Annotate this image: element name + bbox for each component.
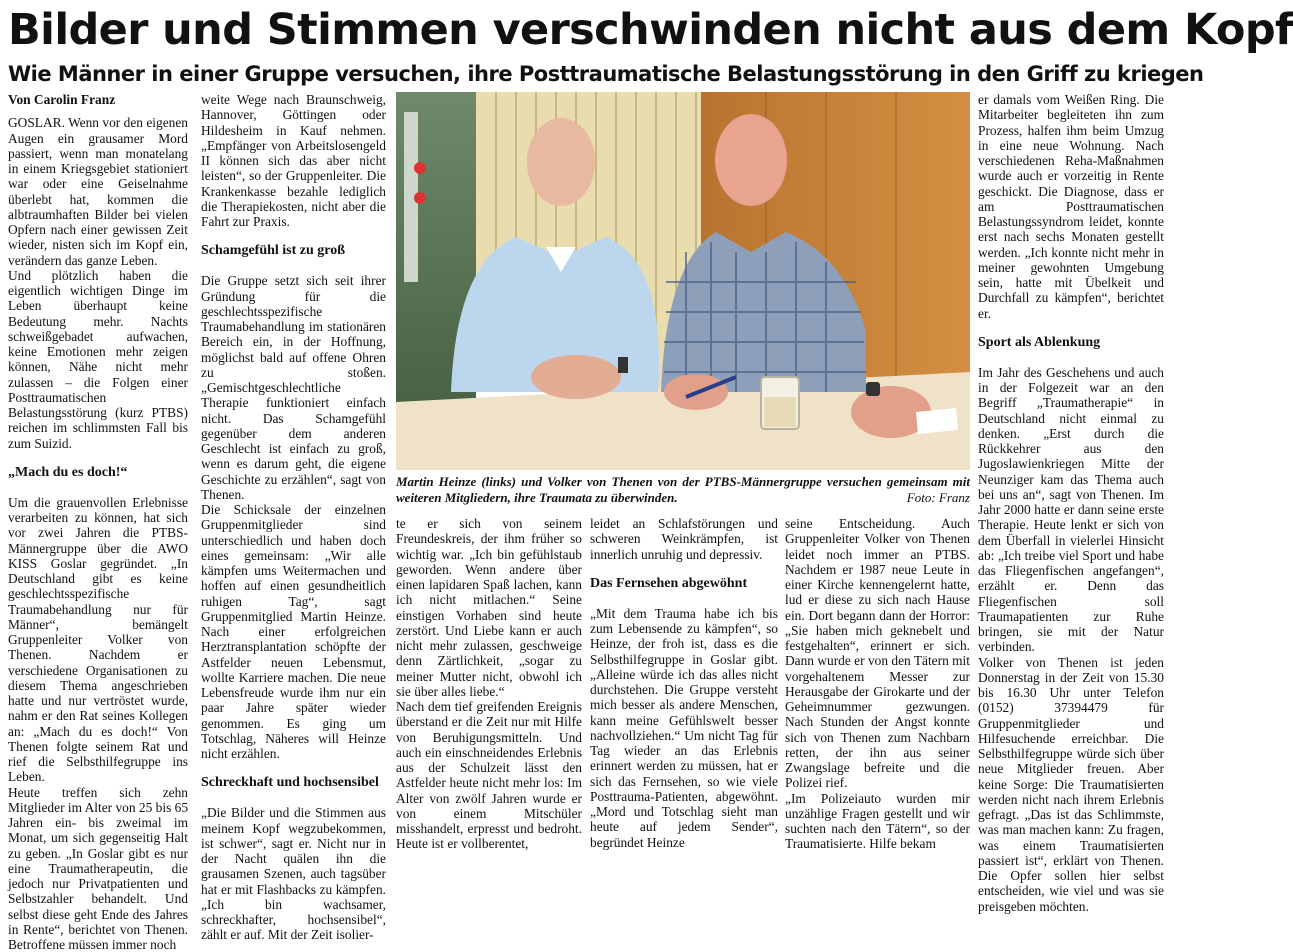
column-6	[978, 92, 1164, 836]
paragraph: leidet an Schlafstörungen und schweren Weinkrämpfen, ist innerlich unruhig und depressiv.	[590, 516, 778, 562]
photo-caption	[396, 474, 970, 506]
paragraph: „Mit dem Trauma habe ich bis zum Lebensende zu kämpfen“, so Heinze, der froh ist, dass es die Selbsthilfegruppe in Goslar gibt. „Alleine würde ich das alles nicht durchstehen. Die Gruppe versteht mich besser als andere Menschen, kann meine Gefühlswelt besser nachvollziehen.“ Um nicht Tag für Tag wieder an das Erlebnis erinnert werden zu müssen, hat er sich das Fernsehen, so wie viele Posttrauma-Patienten, abgewöhnt. „Mord und Totschlag sieht man heute auf jedem Sender“, begründet Heinze	[590, 606, 778, 850]
column-4	[590, 516, 778, 836]
paragraph: weite Wege nach Braunschweig, Hannover, Göttingen oder Hildesheim in Kauf nehmen. „Empfänger von Arbeitslosengeld II können sich das aber nicht leisten“, so der Gruppenleiter. Die Krankenkasse bezahle lediglich die Therapiekosten, nicht aber die Fahrt zur Praxis.	[201, 92, 386, 229]
section-heading: Das Fernsehen abgewöhnt	[590, 576, 778, 592]
section-heading: „Mach du es doch!“	[8, 465, 188, 481]
paragraph: Im Jahr des Geschehens und auch in der Folgezeit war an den Begriff „Traumatherapie“ in Deutschland nicht einmal zu denken. „Erst durch die Rückkehrer aus den Jugoslawienkriegen Mitte der Neunziger kam das Thema auch bei uns an“, sagt von Thenen. Im Jahr 2000 hatte er dann seine erste Therapie. Heute lenkt er sich von dem Überfall in vielerlei Hinsicht ab: „Ich treibe viel Sport und habe das Fliegenfischen angefangen“, erzählt er. Denn das Fliegenfischen soll Traumapatienten zur Ruhe bringen, sie mit der Natur verbinden.	[978, 365, 1164, 655]
section-heading: Schamgefühl ist zu groß	[201, 243, 386, 259]
paragraph: seine Entscheidung. Auch Gruppenleiter Volker von Thenen leidet noch immer an PTBS. Nachdem er 1987 neue Leute in einer Kirche kennengelernt hatte, lud er diese zu sich nach Hause ein. Dort begann dann der Horror: „Sie haben mich geknebelt und festgehalten“, erinnert er sich. Dann wurde er von den Tätern mit vorgehaltenem Messer zur Herausgabe der Girokarte und der Geheimnummer gezwungen. Nach Stunden der Angst konnte sich von Thenen zum Nachbarn retten, der ihn aus seiner Zwangslage befreite und die Polizei rief.	[785, 516, 970, 791]
column-1	[8, 92, 188, 832]
headline: Bilder und Stimmen verschwinden nicht aus dem Kopf	[8, 4, 1168, 56]
paragraph: Und plötzlich haben die eigentlich wichtigen Dinge im Leben überhaupt keine Bedeutung mehr. Nachts schweißgebadet aufwachen, keine Emotionen mehr zeigen können, Nähe nicht mehr zulassen – die Folgen einer Posttraumatischen Belastungsstörung (kurz PTBS) reichen im schlimmsten Fall bis zum Suizid.	[8, 268, 188, 451]
byline: Von Carolin Franz	[8, 92, 188, 107]
paragraph: er damals vom Weißen Ring. Die Mitarbeiter begleiteten ihn zum Prozess, halfen ihm beim Umzug in eine neue Wohnung. Nach verschiedenen Reha-Maßnahmen wurde auch er vorzeitig in Rente geschickt. Die Diagnose, dass er am Posttraumatischen Belastungssyndrom leidet, konnte erst nach sechs Monaten gestellt werden. „Ich konnte nicht mehr in meiner gewohnten Umgebung sein, hatte mit Übelkeit und Durchfall zu kämpfen“, berichtet er.	[978, 92, 1164, 321]
paragraph: te er sich von seinem Freundeskreis, der ihm früher so wichtig war. „Ich bin gefühlstaub geworden. Wenn andere über einen lapidaren Spaß lachen, kann ich nicht mitlachen.“ Seine einstigen Vorhaben sind heute zerstört. Und Liebe kann er auch nicht mehr zulassen, geschweige denn Zärtlichkeit, „sogar zu meiner Mutter nicht, obwohl ich sie über alles liebe.“	[396, 516, 582, 699]
column-2	[201, 92, 386, 832]
paragraph: „Die Bilder und die Stimmen aus meinem Kopf wegzubekommen, ist schwer“, sagt er. Nicht nur in der Nacht quälen ihn die grausamen Szenen, auch tagsüber hat er mit Flashbacks zu kämpfen. „Ich bin wachsamer, schreckhafter, hochsensibel“, zählt er auf. Mit der Zeit isolier-	[201, 805, 386, 942]
caption-text: Martin Heinze (links) und Volker von Thenen von der PTBS-Männergruppe versuchen gemeinsam mit weiteren Mitgliedern, ihre Traumata zu überwinden.	[396, 474, 970, 505]
column-5	[785, 516, 970, 836]
article-photo	[396, 92, 970, 470]
section-heading: Sport als Ablenkung	[978, 335, 1164, 351]
paragraph: Die Schicksale der einzelnen Gruppenmitglieder sind unterschiedlich und haben doch eines gemeinsam: „Wir alle kämpfen ums Weitermachen und hoffen auf einen gesundheitlich ruhigen Tag“, sagt Gruppenmitglied Martin Heinze. Nach einer erfolgreichen Herztransplantation schöpfte der Astfelder neuen Lebensmut, wollte Karriere machen. Die neue Lebensfreude wurde ihm nur ein paar Jahre später wieder genommen. Es ging um Totschlag, Näheres will Heinze nicht erzählen.	[201, 502, 386, 761]
paragraph: Nach dem tief greifenden Ereignis überstand er die Zeit nur mit Hilfe von Beruhigungsmitteln. Und auch ein einschneidendes Erlebnis aus der Schulzeit lässt den Astfelder heute nicht mehr los: Im Alter von zwölf Jahren wurde er von einem Mitschüler misshandelt, erpresst und bedroht. Heute ist er vollberentet,	[396, 699, 582, 852]
paragraph: Die Gruppe setzt sich seit ihrer Gründung für die geschlechtsspezifische Traumabehandlung im stationären Bereich ein, in der Hoffnung, möglichst bald auf offene Ohren zu stoßen. „Gemischtgeschlechtliche Therapie funktioniert einfach nicht. Das Schamgefühl gegenüber dem anderen Geschlecht ist einfach zu groß, wenn es darum geht, die eigene Geschichte zu erzählen“, sagt von Thenen.	[201, 273, 386, 502]
photo-credit: Foto: Franz	[907, 490, 970, 506]
subheadline: Wie Männer in einer Gruppe versuchen, ihre Posttraumatische Belastungsstörung in den Griff zu kriegen	[8, 60, 1168, 88]
paragraph: Heute treffen sich zehn Mitglieder im Alter von 25 bis 65 Jahren ein- bis zweimal im Monat, um sich gegenseitig Halt zu geben. „In Goslar gibt es nur eine Traumatherapeutin, die jedoch nur Privatpatienten und Selbstzahler behandelt. Und selbst diese geht Ende des Jahres in Rente“, berichtet von Thenen. Betroffene müssen immer noch	[8, 785, 188, 952]
section-heading: Schreckhaft und hochsensibel	[201, 775, 386, 791]
paragraph: „Im Polizeiauto wurden mir unzählige Fragen gestellt und wir suchten nach den Tätern“, so der Traumatisierte. Hilfe bekam	[785, 791, 970, 852]
paragraph: Um die grauenvollen Erlebnisse verarbeiten zu können, hat sich vor zwei Jahren die PTBS-Männergruppe über die AWO KISS Goslar gegründet. „In Deutschland gibt es keine geschlechtsspezifische Traumabehandlung nur für Männer“, bemängelt Gruppenleiter Volker von Thenen. Nachdem er verschiedene Organisationen zu diesem Thema angeschrieben hatte und nur vertröstet wurde, nahm er den Rat seines Kollegen an: „Mach du es doch!“ Von Thenen folgte seinem Rat und rief die Selbsthilfegruppe ins Leben.	[8, 495, 188, 785]
photo-illustration	[396, 92, 970, 470]
paragraph: Volker von Thenen ist jeden Donnerstag in der Zeit von 15.30 bis 16.30 Uhr unter Telefon (0152) 37394479 für Gruppenmitglieder und Hilfesuchende erreichbar. Die Selbsthilfegruppe würde sich über neue Mitglieder freuen. Aber keine Sorge: Die Traumatisierten werden nicht nach ihrem Erlebnis gefragt. „Das ist das Schlimmste, was man machen kann: Zu fragen, was einem Traumatisierten passiert ist“, erklärt von Thenen. Die Opfer sollen hier selbst entscheiden, wie viel und was sie preisgeben möchten.	[978, 655, 1164, 914]
column-3	[396, 516, 582, 836]
paragraph: GOSLAR. Wenn vor den eigenen Augen ein grausamer Mord passiert, wenn man monatelang in einem Kriegsgebiet stationiert war oder eine Geiselnahme überlebt hat, kommen die albtraumhaften Bilder bei vielen Opfern nach einer gewissen Zeit wieder, nisten sich im Kopf ein, verändern das ganze Leben.	[8, 115, 188, 268]
